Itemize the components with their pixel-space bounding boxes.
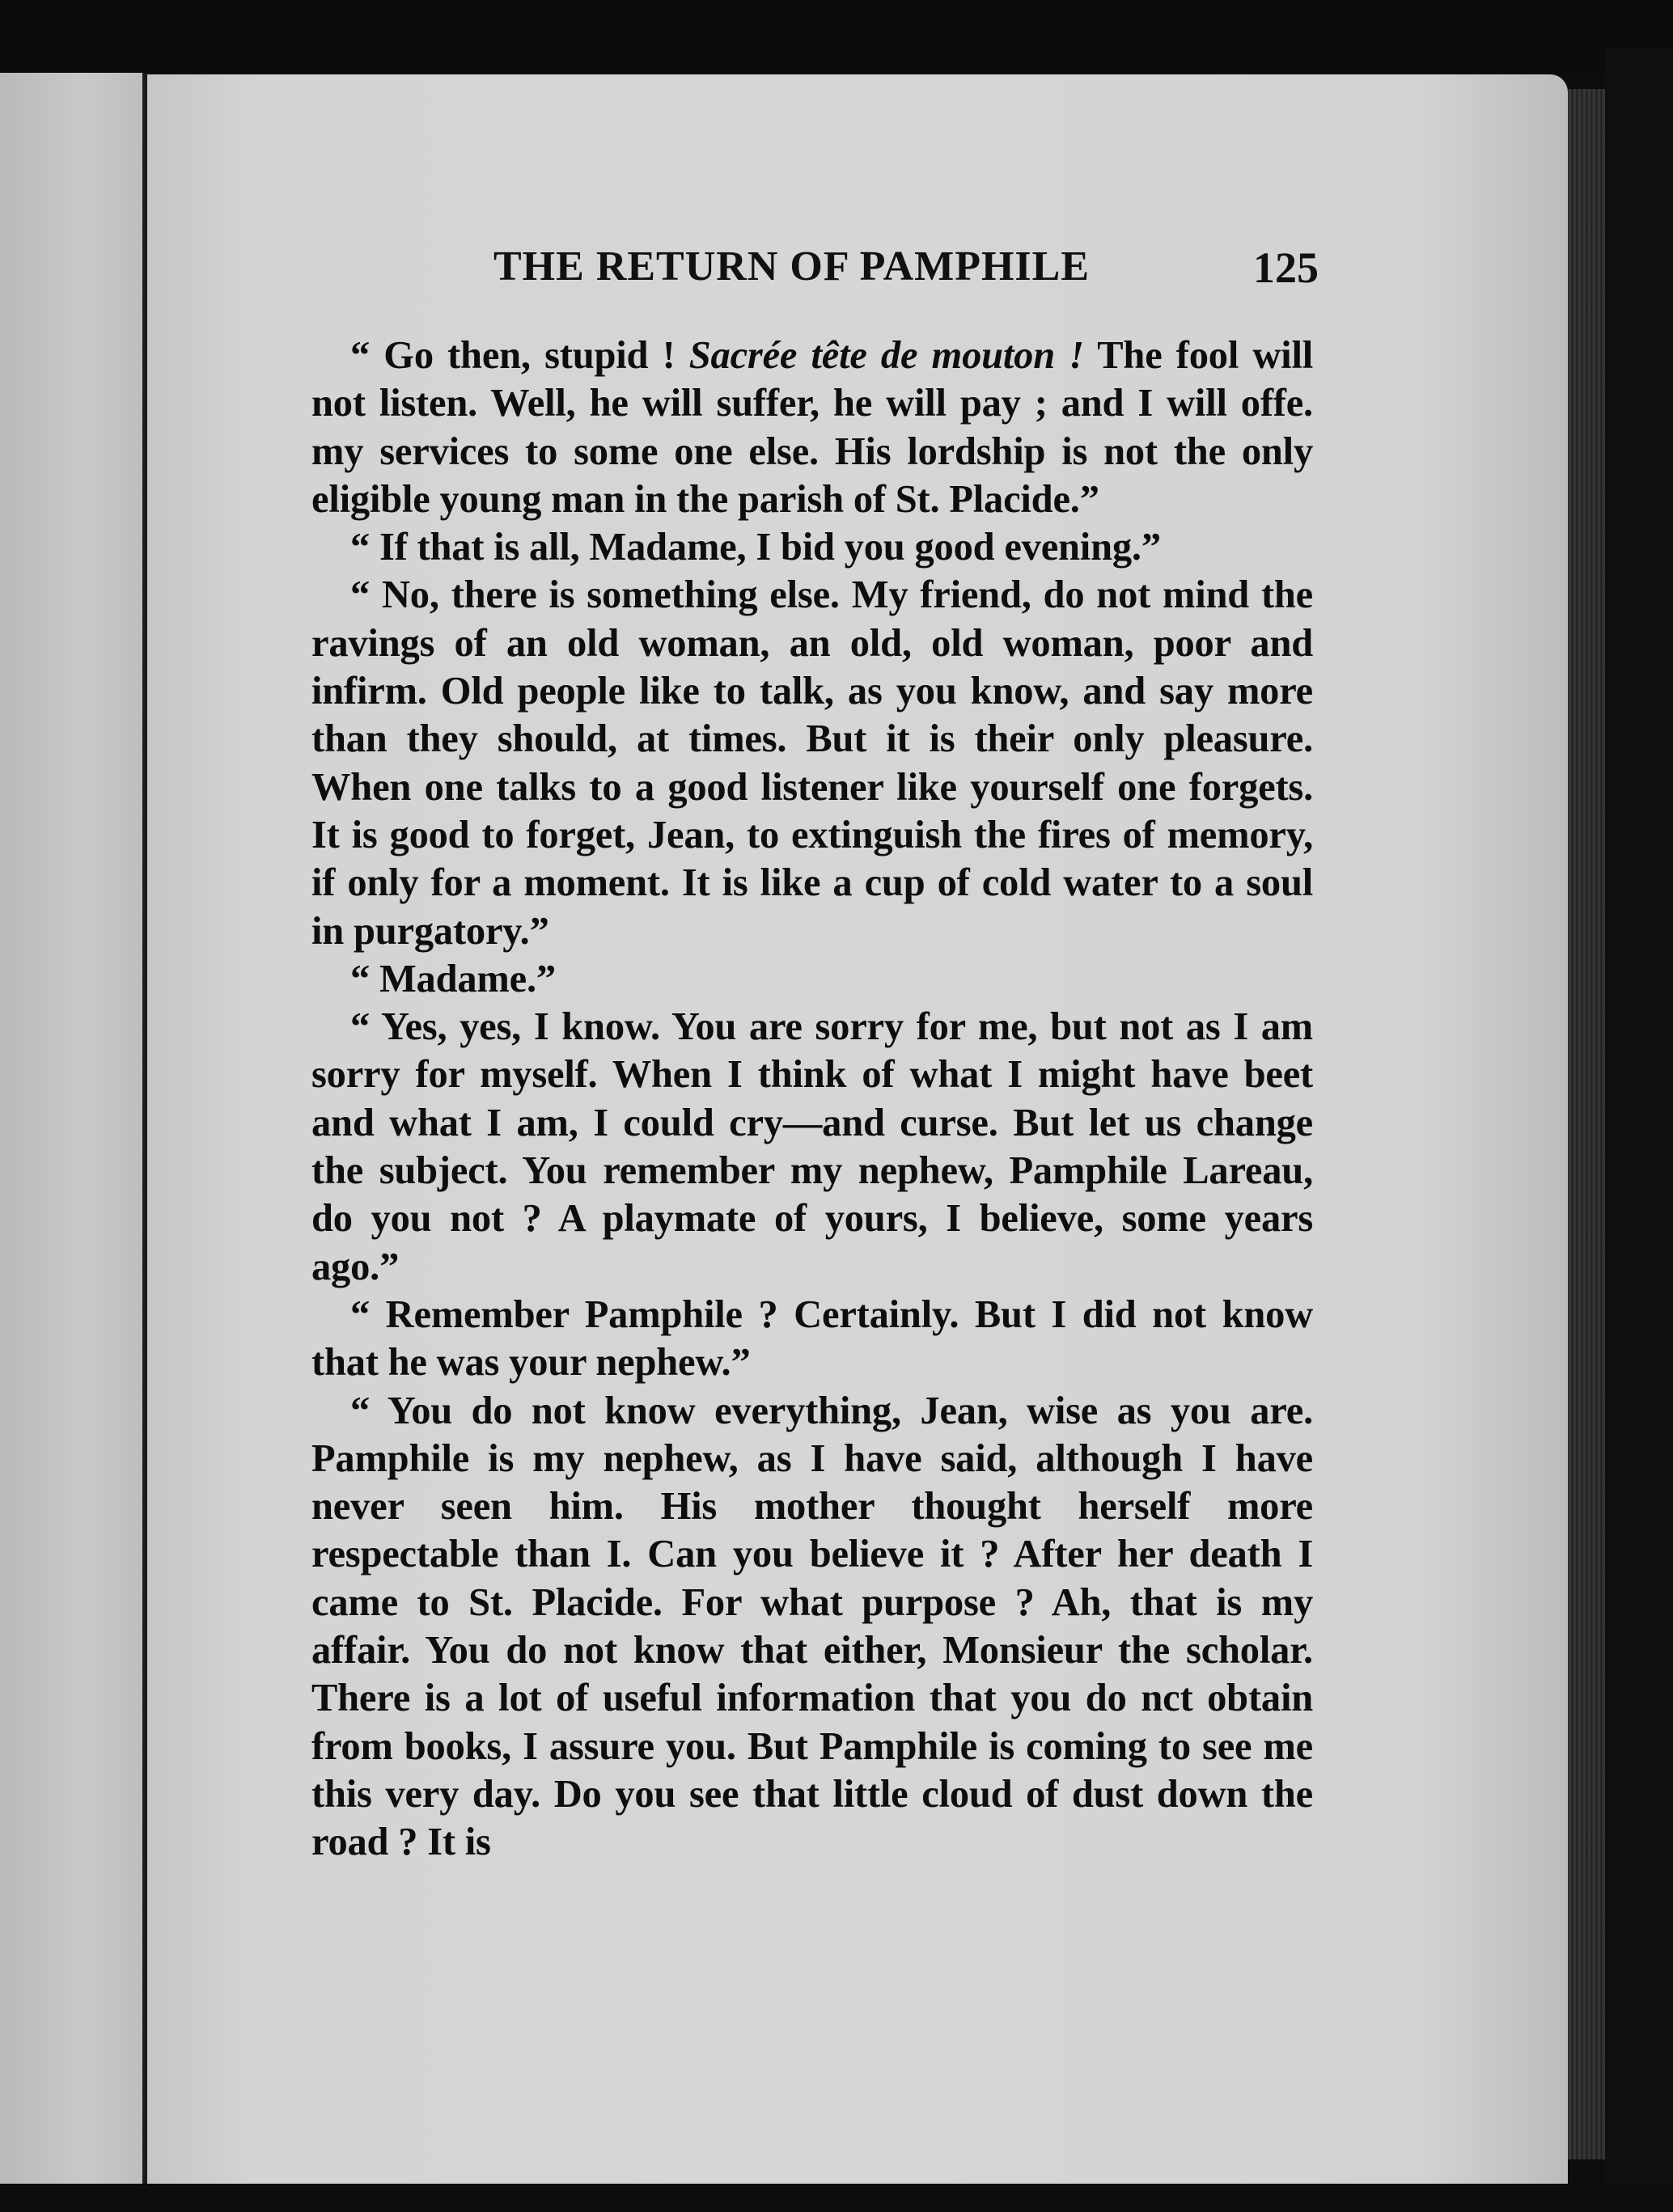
top-shadow-band [0, 0, 1673, 73]
paragraph-4: “ Madame.” [350, 957, 556, 1000]
paragraph-5: “ Yes, yes, I know. You are sorry for me, but not as I am sorry for myself. When I think of what I might have beet and what I am, I could cry—and curse. But let us change the subject. You remember my nephew, Pamphile Lareau, do you not ? A playmate of yours, I believe, some years ago.” [311, 1005, 1313, 1288]
paragraph-1 [311, 332, 1313, 523]
paragraph-7: “ You do not know everything, Jean, wise as you are. Pamphile is my nephew, as I have said, although I have never seen him. His mother thought herself more respectable than I. Can you believe it ? After her death I came to St. Placide. For what purpose ? Ah, that is my affair. You do not know that either, Monsieur the scholar. There is a lot of useful information that you do nct obtain from books, I assure you. But Pamphile is coming to see me this very day. Do you see that little cloud of dust down the road ? It is [311, 1389, 1313, 1864]
bottom-shadow-band [0, 2184, 1673, 2212]
running-head: THE RETURN OF PAMPHILE [493, 243, 1091, 290]
body-text [311, 332, 1313, 1867]
paragraph-3: “ No, there is something else. My friend, do not mind the ravings of an old woman, an old, old woman, poor and infirm. Old people like to talk, as you know, and say more than they should, at times. But it is their only pleasure. When one talks to a good listener like yourself one forgets. It is good to forget, Jean, to extinguish the fires of memory, if only for a moment. It is like a cup of cold water to a soul in purgatory.” [311, 573, 1313, 953]
page-stack-edge [1568, 89, 1605, 2159]
paragraph-2: “ If that is all, Madame, I bid you good evening.” [350, 526, 1161, 569]
page-header [307, 243, 1319, 299]
facing-page-edge [0, 73, 144, 2208]
book-cover-edge [1605, 49, 1673, 2212]
page-number: 125 [1253, 243, 1319, 292]
paragraph-6: “ Remember Pamphile ? Certainly. But I did not know that he was your nephew.” [311, 1292, 1313, 1385]
paragraph-1-rest: The fool will not listen. Well, he will suffer, he will pay ; and I will offe. my services to some one else. His lordship is not the only eligible young man in the parish of St. Placide.” [311, 334, 1313, 521]
paragraph-1-start: “ Go then, stupid ! [350, 334, 689, 377]
paragraph-1-italic-phrase: Sacrée tête de mouton ! [688, 334, 1084, 377]
